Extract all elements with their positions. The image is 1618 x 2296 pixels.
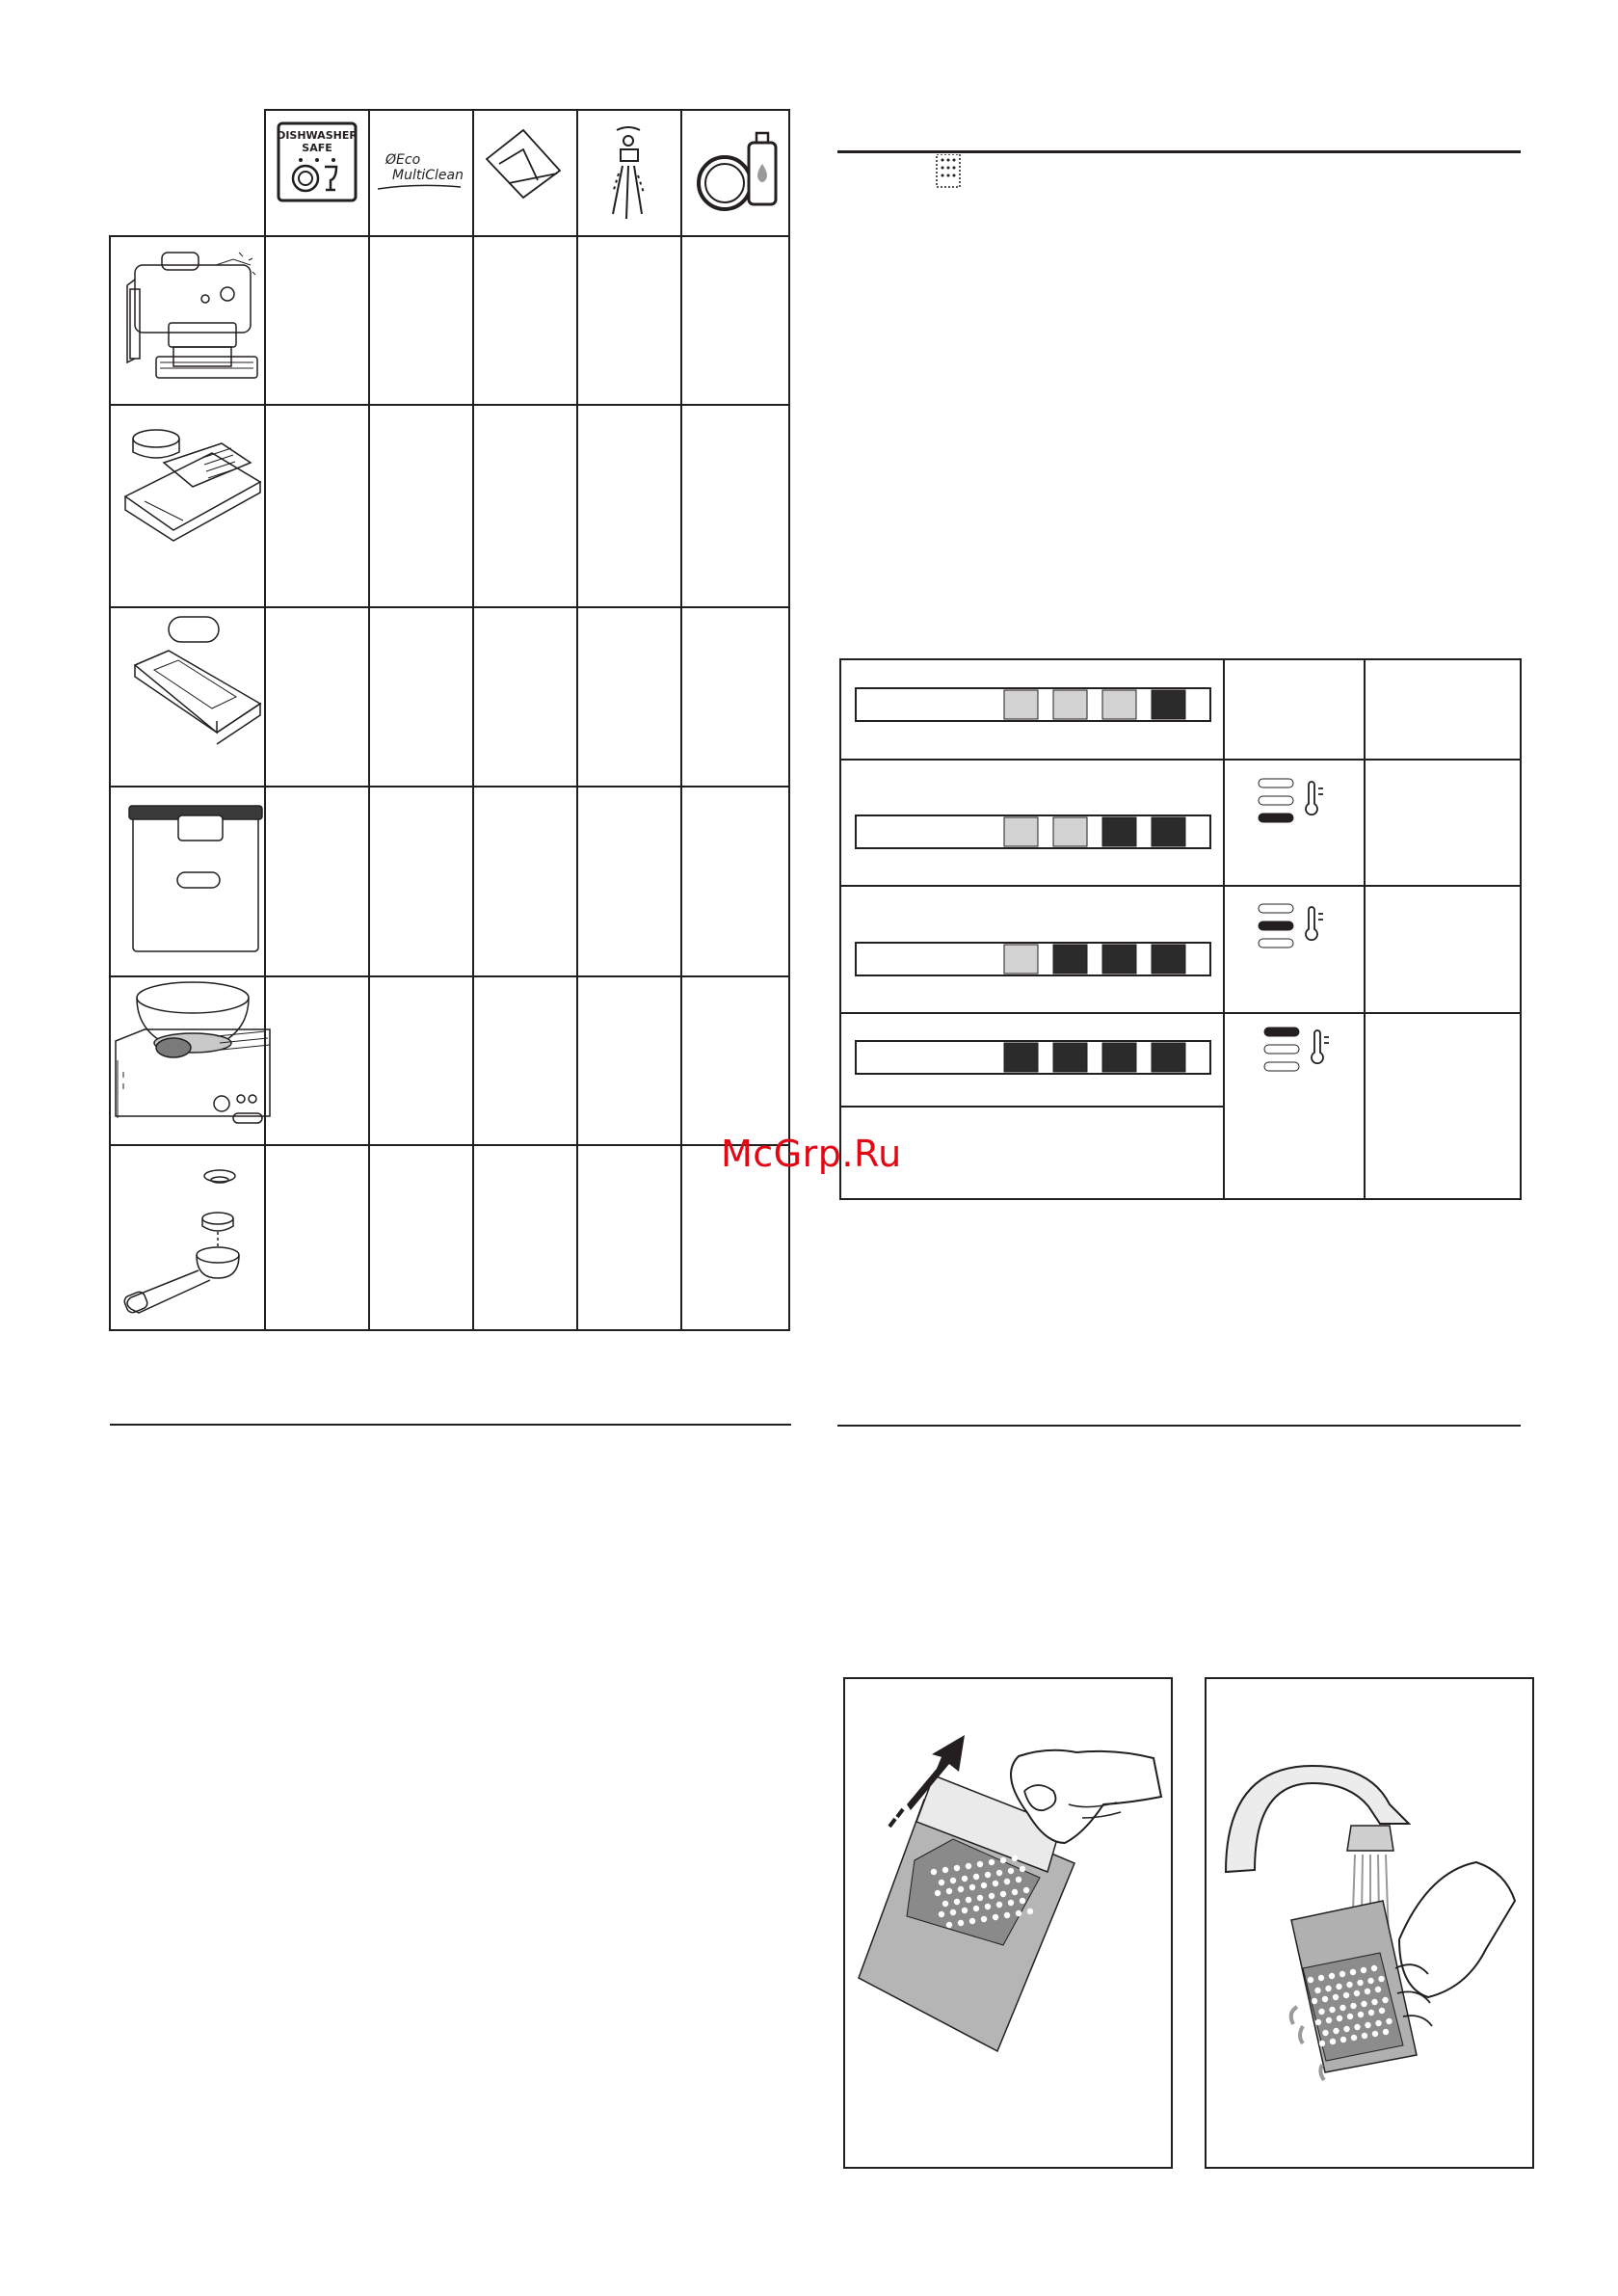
thermometer-icon — [1306, 907, 1323, 940]
strip-dot — [1339, 1971, 1345, 1977]
strip-dot — [1315, 2019, 1321, 2025]
strip-dot — [1379, 2008, 1385, 2014]
strip-dot — [1368, 2010, 1374, 2016]
strip-dot — [993, 1881, 998, 1886]
test-strip-square — [1102, 1043, 1136, 1072]
dishwasher-label-line2: SAFE — [302, 142, 332, 154]
drip-tray-assembly-icon — [125, 430, 260, 541]
test-strip-remove-illustration — [843, 1677, 1173, 2169]
strip-dot — [969, 1918, 975, 1924]
strip-dot — [1354, 1990, 1360, 1996]
strip-dot — [989, 1893, 995, 1899]
watermark-text: McGrp.Ru — [721, 1133, 902, 1175]
strip-dot — [1020, 1866, 1025, 1872]
strip-dot — [942, 1867, 948, 1873]
indicator-bar-lit — [1259, 814, 1293, 822]
hardness-section-rule — [837, 150, 1521, 153]
strip-dot — [977, 1861, 983, 1867]
strip-dot — [1322, 1996, 1328, 2002]
strip-dot — [1333, 2028, 1339, 2034]
test-strip-square — [1152, 945, 1185, 974]
strip-dot — [996, 1870, 1002, 1876]
strip-dot — [985, 1904, 991, 1909]
hardness-section-icon — [935, 154, 964, 189]
hardness-setting-indicator — [1259, 779, 1323, 822]
hardness-level-4-strip — [856, 1041, 1210, 1074]
test-strip-pouch-icon — [845, 1679, 1171, 2167]
strip-dot — [1350, 1969, 1356, 1975]
dishwasher-label-line1: DISHWASHER — [277, 129, 358, 142]
strip-dot — [1012, 1889, 1018, 1895]
strip-dot — [1023, 1887, 1029, 1893]
test-strip-square — [1053, 817, 1087, 846]
strip-dot — [1378, 1976, 1384, 1982]
strip-dot — [1027, 1909, 1033, 1914]
strip-dot — [1371, 1999, 1377, 2005]
test-strip-square — [1004, 1043, 1038, 1072]
strip-dot — [1382, 1997, 1388, 2003]
strip-dot — [958, 1886, 964, 1892]
strip-dot — [950, 1878, 956, 1883]
strip-dot — [966, 1897, 971, 1903]
strip-dot — [1367, 1978, 1373, 1984]
strip-dot — [1362, 2033, 1367, 2039]
strip-dot — [1354, 2024, 1360, 2030]
strip-dot — [1016, 1910, 1021, 1916]
strip-dot — [1343, 2026, 1349, 2032]
strip-dot — [1000, 1891, 1006, 1897]
test-strip-square — [1102, 817, 1136, 846]
indicator-bar-lit — [1264, 1028, 1299, 1036]
test-strip-square — [1004, 945, 1038, 974]
strip-dot — [993, 1914, 998, 1920]
strip-dot — [1343, 1992, 1349, 1998]
strip-dot — [950, 1909, 956, 1915]
strip-dot — [981, 1916, 987, 1922]
strip-dot — [977, 1895, 983, 1901]
strip-dot — [935, 1890, 941, 1896]
test-strip-square — [1152, 1043, 1185, 1072]
indicator-bar — [1259, 779, 1293, 788]
strip-dot — [973, 1906, 979, 1911]
strip-dot — [1318, 2009, 1324, 2015]
strip-dot — [1351, 2035, 1357, 2041]
strip-dot — [1346, 1982, 1352, 1988]
strip-dot — [1365, 2022, 1370, 2028]
strip-dot — [1361, 2001, 1366, 2007]
strip-dot — [1000, 1857, 1006, 1863]
cleaning-table — [0, 0, 809, 1369]
strip-dot — [1383, 2029, 1389, 2035]
strip-dot — [1365, 1989, 1370, 1994]
test-strip-square — [1102, 690, 1136, 719]
hardness-setting-indicator — [1264, 1028, 1329, 1071]
strip-dot — [1361, 1967, 1366, 1973]
strip-dot — [931, 1869, 937, 1875]
indicator-bar — [1259, 939, 1293, 948]
tap-water-icon — [613, 127, 644, 219]
strip-dot — [958, 1920, 964, 1926]
strip-dot — [946, 1922, 952, 1928]
strip-dot — [946, 1888, 952, 1894]
strip-dot — [1319, 2041, 1325, 2046]
water-drops-icon — [935, 154, 964, 189]
strip-dot — [1375, 1987, 1381, 1992]
hardness-level-1-strip — [856, 688, 1210, 721]
test-strip-section-rule — [837, 1425, 1521, 1427]
strip-dot — [1371, 1965, 1377, 1971]
strip-dot — [1004, 1912, 1010, 1918]
strip-dot — [942, 1901, 948, 1907]
test-strip-square — [1152, 690, 1185, 719]
strip-dot — [1372, 2031, 1378, 2037]
strip-dot — [1318, 1975, 1324, 1981]
hardness-level-3-strip — [856, 943, 1210, 975]
water-tank-icon — [129, 806, 262, 951]
test-strip-square — [1102, 945, 1136, 974]
strip-dot — [1325, 1986, 1331, 1991]
strip-dot — [1358, 2012, 1364, 2017]
tap-rinse-icon — [1207, 1679, 1532, 2167]
strip-dot — [1314, 1988, 1320, 1993]
strip-dot — [954, 1865, 960, 1871]
strip-dot — [954, 1899, 960, 1905]
cleaning-table-grid — [0, 0, 809, 1369]
indicator-bar-lit — [1259, 921, 1293, 930]
strip-dot — [1329, 1973, 1335, 1979]
strip-dot — [1333, 1994, 1339, 2000]
espresso-machine-icon — [127, 253, 257, 378]
thermometer-icon — [1312, 1030, 1329, 1063]
strip-dot — [1326, 2017, 1332, 2023]
strip-dot — [1375, 2020, 1381, 2026]
eco-label-line1: ØEco — [385, 152, 421, 168]
strip-dot — [1386, 2018, 1392, 2024]
portafilter-icon — [122, 1170, 239, 1314]
eco-label-line2: MultiClean — [392, 168, 464, 183]
indicator-bar — [1264, 1062, 1299, 1071]
strip-dot — [1008, 1868, 1014, 1874]
strip-dot — [1016, 1877, 1021, 1882]
strip-dot — [939, 1911, 944, 1917]
thermometer-icon — [1306, 782, 1323, 814]
test-strip-square — [1053, 690, 1087, 719]
eco-multiclean-icon — [378, 152, 464, 189]
dish-soap-icon — [699, 133, 776, 209]
test-strip-square — [1152, 817, 1185, 846]
strip-dot — [969, 1884, 975, 1890]
strip-dot — [1020, 1898, 1025, 1904]
test-strip-square — [1004, 690, 1038, 719]
strip-dot — [1350, 2003, 1356, 2009]
strip-dot — [1347, 2014, 1353, 2019]
strip-dot — [1337, 2016, 1342, 2021]
strip-dot — [973, 1874, 979, 1880]
water-hardness-grid — [829, 646, 1532, 1215]
indicator-bar — [1259, 904, 1293, 913]
strip-dot — [1012, 1855, 1018, 1861]
strip-dot — [1008, 1900, 1014, 1906]
strip-dot — [1330, 2039, 1336, 2044]
strip-dot — [985, 1872, 991, 1878]
test-strip-square — [1053, 1043, 1087, 1072]
strip-dot — [1004, 1879, 1010, 1884]
strip-dot — [1322, 2030, 1328, 2036]
indicator-bar — [1259, 796, 1293, 805]
strip-dot — [1329, 2007, 1335, 2013]
strip-dot — [1312, 1998, 1317, 2004]
strip-dot — [1357, 1980, 1363, 1986]
hardness-level-2-strip — [856, 815, 1210, 848]
strip-dot — [1340, 2037, 1346, 2042]
dishwasher-safe-icon — [277, 123, 358, 200]
water-hardness-table — [829, 646, 1532, 1215]
strip-dot — [966, 1863, 971, 1869]
strip-dot — [1308, 1977, 1313, 1983]
strip-dot — [962, 1908, 968, 1913]
strip-dot — [962, 1876, 968, 1882]
test-strip-square — [1053, 945, 1087, 974]
bean-hopper-icon — [116, 982, 270, 1123]
hardness-setting-indicator — [1259, 904, 1323, 948]
test-strip-square — [1004, 817, 1038, 846]
left-section-rule — [110, 1424, 791, 1426]
strip-dot — [981, 1882, 987, 1888]
strip-dot — [989, 1859, 995, 1865]
strip-dot — [1339, 2005, 1345, 2011]
test-strip-rinse-illustration — [1205, 1677, 1534, 2169]
cloth-icon — [487, 130, 560, 198]
strip-dot — [1336, 1984, 1341, 1989]
drip-tray-icon — [135, 617, 260, 744]
indicator-bar — [1264, 1045, 1299, 1054]
strip-dot — [939, 1880, 944, 1885]
strip-dot — [996, 1902, 1002, 1908]
